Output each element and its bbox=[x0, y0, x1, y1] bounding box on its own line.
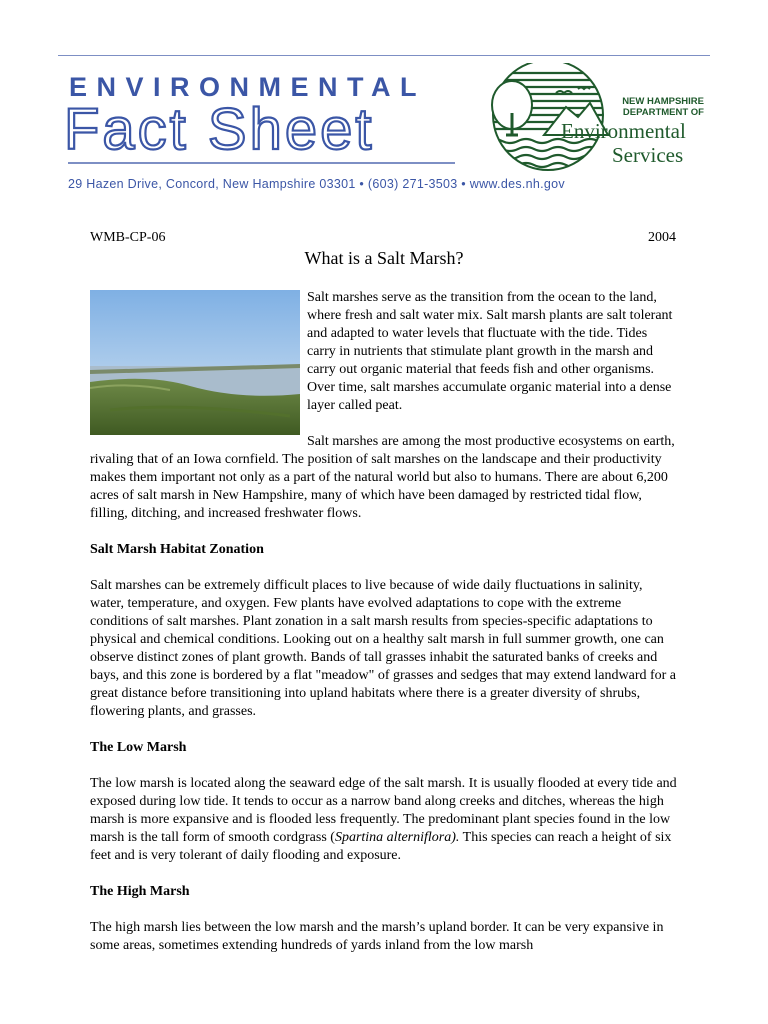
productivity-paragraph: Salt marshes are among the most productive ecosystems on earth, rivaling that of an Iowa cornfield. The position of salt marshes on the landscape and their productivity makes them important not only as a part of the natural world but also to humans. There are about 6,200 acres of salt marsh in New Hampshire, many of which have been damaged by restricted tidal flow, filling, ditching, and increased freshwater flows. bbox=[90, 434, 675, 521]
agency-address: 29 Hazen Drive, Concord, New Hampshire 03301 • (603) 271-3503 • www.des.nh.gov bbox=[68, 177, 565, 191]
header-divider bbox=[68, 162, 455, 164]
environmental-wordmark: ENVIRONMENTAL bbox=[69, 72, 426, 102]
high-marsh-heading: The High Marsh bbox=[90, 884, 190, 899]
fact-sheet-wordmark: Fact Sheet bbox=[64, 97, 375, 162]
intro-paragraph: Salt marshes serve as the transition from the ocean to the land, where fresh and salt water mix. Salt marsh plants are salt tolerant and adapted to water levels that fluctuate with the tide. Tides carry in nutrients that stimulate plant growth in the marsh and carry out organic material that feeds fish and other organisms. Over time, salt marshes accumulate organic material into a dense layer called peat. bbox=[90, 289, 678, 415]
fact-sheet-header bbox=[58, 55, 710, 205]
low-marsh-paragraph: The low marsh is located along the seaward edge of the salt marsh. It is usually flooded at every tide and exposed during low tide. It tends to occur as a narrow band along creeks and ditches, whereas the high marsh is more expansive and is flooded less frequently. The predominant plant species found in the low marsh is the tall form of smooth cordgrass (Spartina alterniflora). This species can reach a height of six feet and is very tolerant of daily flooding and exposure. bbox=[90, 776, 677, 863]
high-marsh-paragraph: The high marsh lies between the low marsh and the marsh’s upland border. It can be very expansive in some areas, sometimes extending hundreds of yards inland from the low marsh bbox=[90, 920, 664, 953]
logo-services: Services bbox=[612, 143, 684, 167]
low-marsh-heading: The Low Marsh bbox=[90, 740, 187, 755]
salt-marsh-photo bbox=[90, 290, 300, 435]
logo-environmental: Environmental bbox=[561, 119, 686, 143]
zonation-heading: Salt Marsh Habitat Zonation bbox=[90, 542, 264, 557]
page-title: What is a Salt Marsh? bbox=[304, 248, 464, 268]
zonation-paragraph: Salt marshes can be extremely difficult places to live because of wide daily fluctuations in salinity, water, temperature, and oxygen. Few plants have evolved adaptations to cope with the extreme conditions of salt marshes. Plant zonation in a salt marsh results from species-specific adaptations to physical and chemical conditions. Looking out on a healthy salt marsh in full summer growth, one can observe distinct zones of plant growth. Bands of tall grasses inhabit the saturated banks of creeks and bays, and this zone is bordered by a flat "meadow" of grasses and sedges that may extend landward for a great distance before transitioning into upland habitats where there is a greater diversity of shrubs, flowering plants, and grasses. bbox=[90, 578, 677, 719]
header-top-rule bbox=[58, 55, 710, 56]
species-name: Spartina alterniflora). bbox=[334, 830, 460, 845]
nhdes-logo bbox=[486, 63, 712, 175]
document-year: 2004 bbox=[648, 230, 676, 245]
logo-state-line: NEW HAMPSHIRE DEPARTMENT OF bbox=[622, 96, 704, 118]
document-code: WMB-CP-06 bbox=[90, 230, 166, 245]
article-body bbox=[90, 289, 678, 955]
